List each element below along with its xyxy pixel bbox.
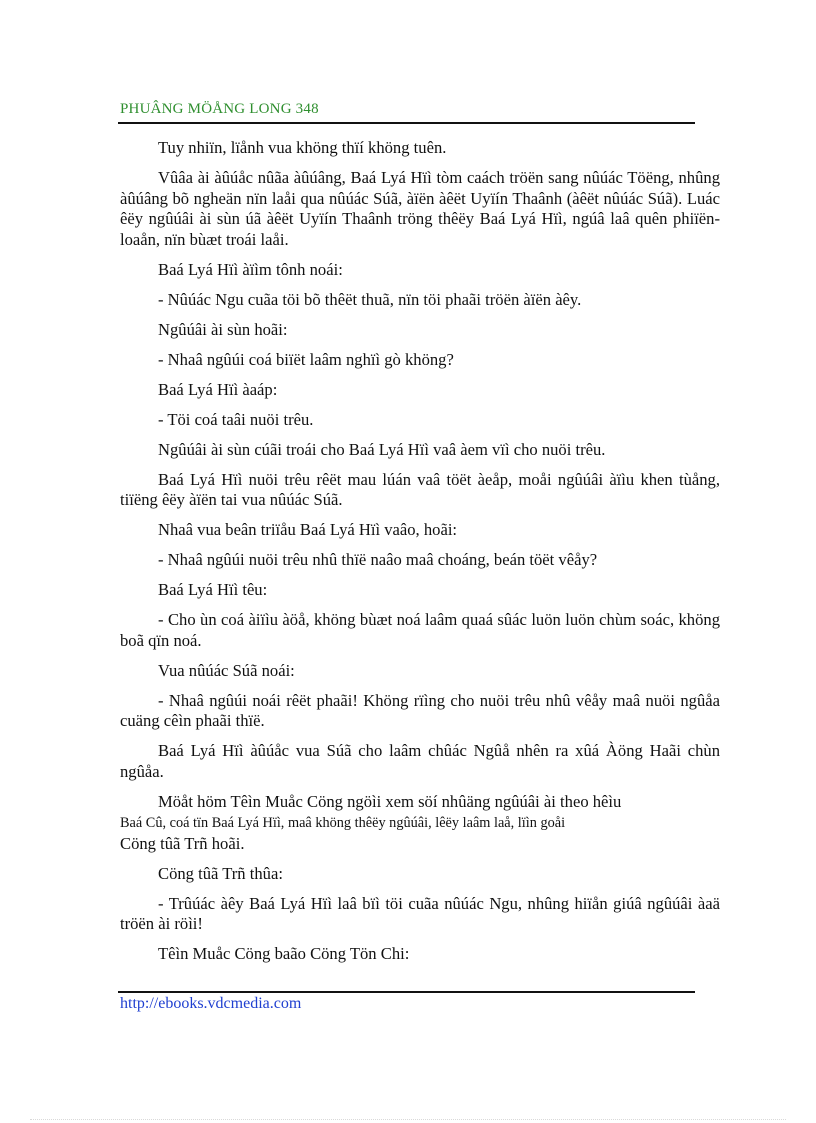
paragraph: - Nhaâ ngûúi coá biïët laâm nghïì gò khöng? xyxy=(158,349,454,369)
small-text-line: Baá Cû, coá tïn Baá Lyá Hïì, maâ khöng thêëy ngûúâi, lêëy laâm laå, lïìn goåi xyxy=(120,815,566,831)
paragraph: Ngûúâi ài sùn hoãi: xyxy=(158,319,288,339)
paragraph: Ngûúâi ài sùn cúãi troái cho Baá Lyá Hïì vaâ àem vïì cho nuöi trêu. xyxy=(158,439,606,459)
paragraph: Vûâa ài àûúåc nûãa àûúâng, Baá Lyá Hïì tòm caách tröën sang nûúác Töëng, nhûng àûúâng bõ ngheän nïn laåi qua nûúác Súã, àïën àêët Uyïín Thaânh (àêët nûúác Súã). Luác êëy ngûúâi ài sùn úã àêët Uyïín Thaânh tröng thêëy Baá Lyá Hïì, ngúâ laâ quên phiïën-loaån, nïn bùæt troái laåi. xyxy=(120,168,720,249)
paragraph: - Cho ùn coá àiïìu àöå, khöng bùæt noá laâm quaá sûác luön luön chùm soác, khöng boã qïn noá. xyxy=(120,610,720,650)
paragraph: Têìn Muåc Cöng baão Cöng Tön Chi: xyxy=(158,944,410,963)
paragraph: Nhaâ vua beân triïåu Baá Lyá Hïì vaâo, hoãi: xyxy=(158,520,458,539)
paragraph: - Trûúác àêy Baá Lyá Hïì laâ bïì töi cuãa nûúác Ngu, nhûng hiïån giúâ ngûúâi àaä tröën ài röìi! xyxy=(120,893,720,933)
paragraph-line xyxy=(120,812,720,834)
header-divider xyxy=(118,122,695,124)
footer-link[interactable]: http://ebooks.vdcmedia.com xyxy=(120,995,302,1012)
paragraph: Baá Lyá Hïì têu: xyxy=(158,580,268,599)
paragraph: Vua nûúác Súã noái: xyxy=(158,660,295,680)
paragraph-line: Möåt höm Têìn Muåc Cöng ngöìi xem söí nhûäng ngûúâi ài theo hêìu xyxy=(158,791,622,811)
paragraph: - Nûúác Ngu cuãa töi bõ thêët thuã, nïn töi phaãi tröën àïën àêy. xyxy=(158,289,582,309)
paragraph: Tuy nhiïn, lïånh vua khöng thïí khöng tuên. xyxy=(158,138,447,157)
page-header-title: PHUÂNG MÖÅNG LONG 348 xyxy=(120,101,319,117)
paragraph: - Töi coá taâi nuöi trêu. xyxy=(158,409,314,429)
paragraph: Baá Lyá Hïì àaáp: xyxy=(158,379,278,399)
paragraph: Baá Lyá Hïì àûúåc vua Súã cho laâm chûác Ngûå nhên ra xûá Àöng Haãi chùn ngûåa. xyxy=(120,741,720,781)
footer-divider xyxy=(118,991,695,993)
page-edge-divider xyxy=(30,1119,786,1120)
paragraph: Baá Lyá Hïì nuöi trêu rêët mau lúán vaâ töët àeåp, moåi ngûúâi àïìu khen tùång, tiïëng êëy àïën tai vua nûúác Súã. xyxy=(120,469,720,509)
paragraph-line: Cöng tûã Trñ hoãi. xyxy=(120,833,245,853)
body-text xyxy=(120,138,720,974)
paragraph: - Nhaâ ngûúi nuöi trêu nhû thïë naâo maâ choáng, beán töët vêåy? xyxy=(158,550,598,569)
paragraph: Baá Lyá Hïì àïìm tônh noái: xyxy=(158,259,343,279)
paragraph: Cöng tûã Trñ thûa: xyxy=(158,863,283,883)
paragraph: - Nhaâ ngûúi noái rêët phaãi! Khöng rïìng cho nuöi trêu nhû vêåy maâ nuöi ngûåa cuäng cêìn phaãi thïë. xyxy=(120,690,720,730)
